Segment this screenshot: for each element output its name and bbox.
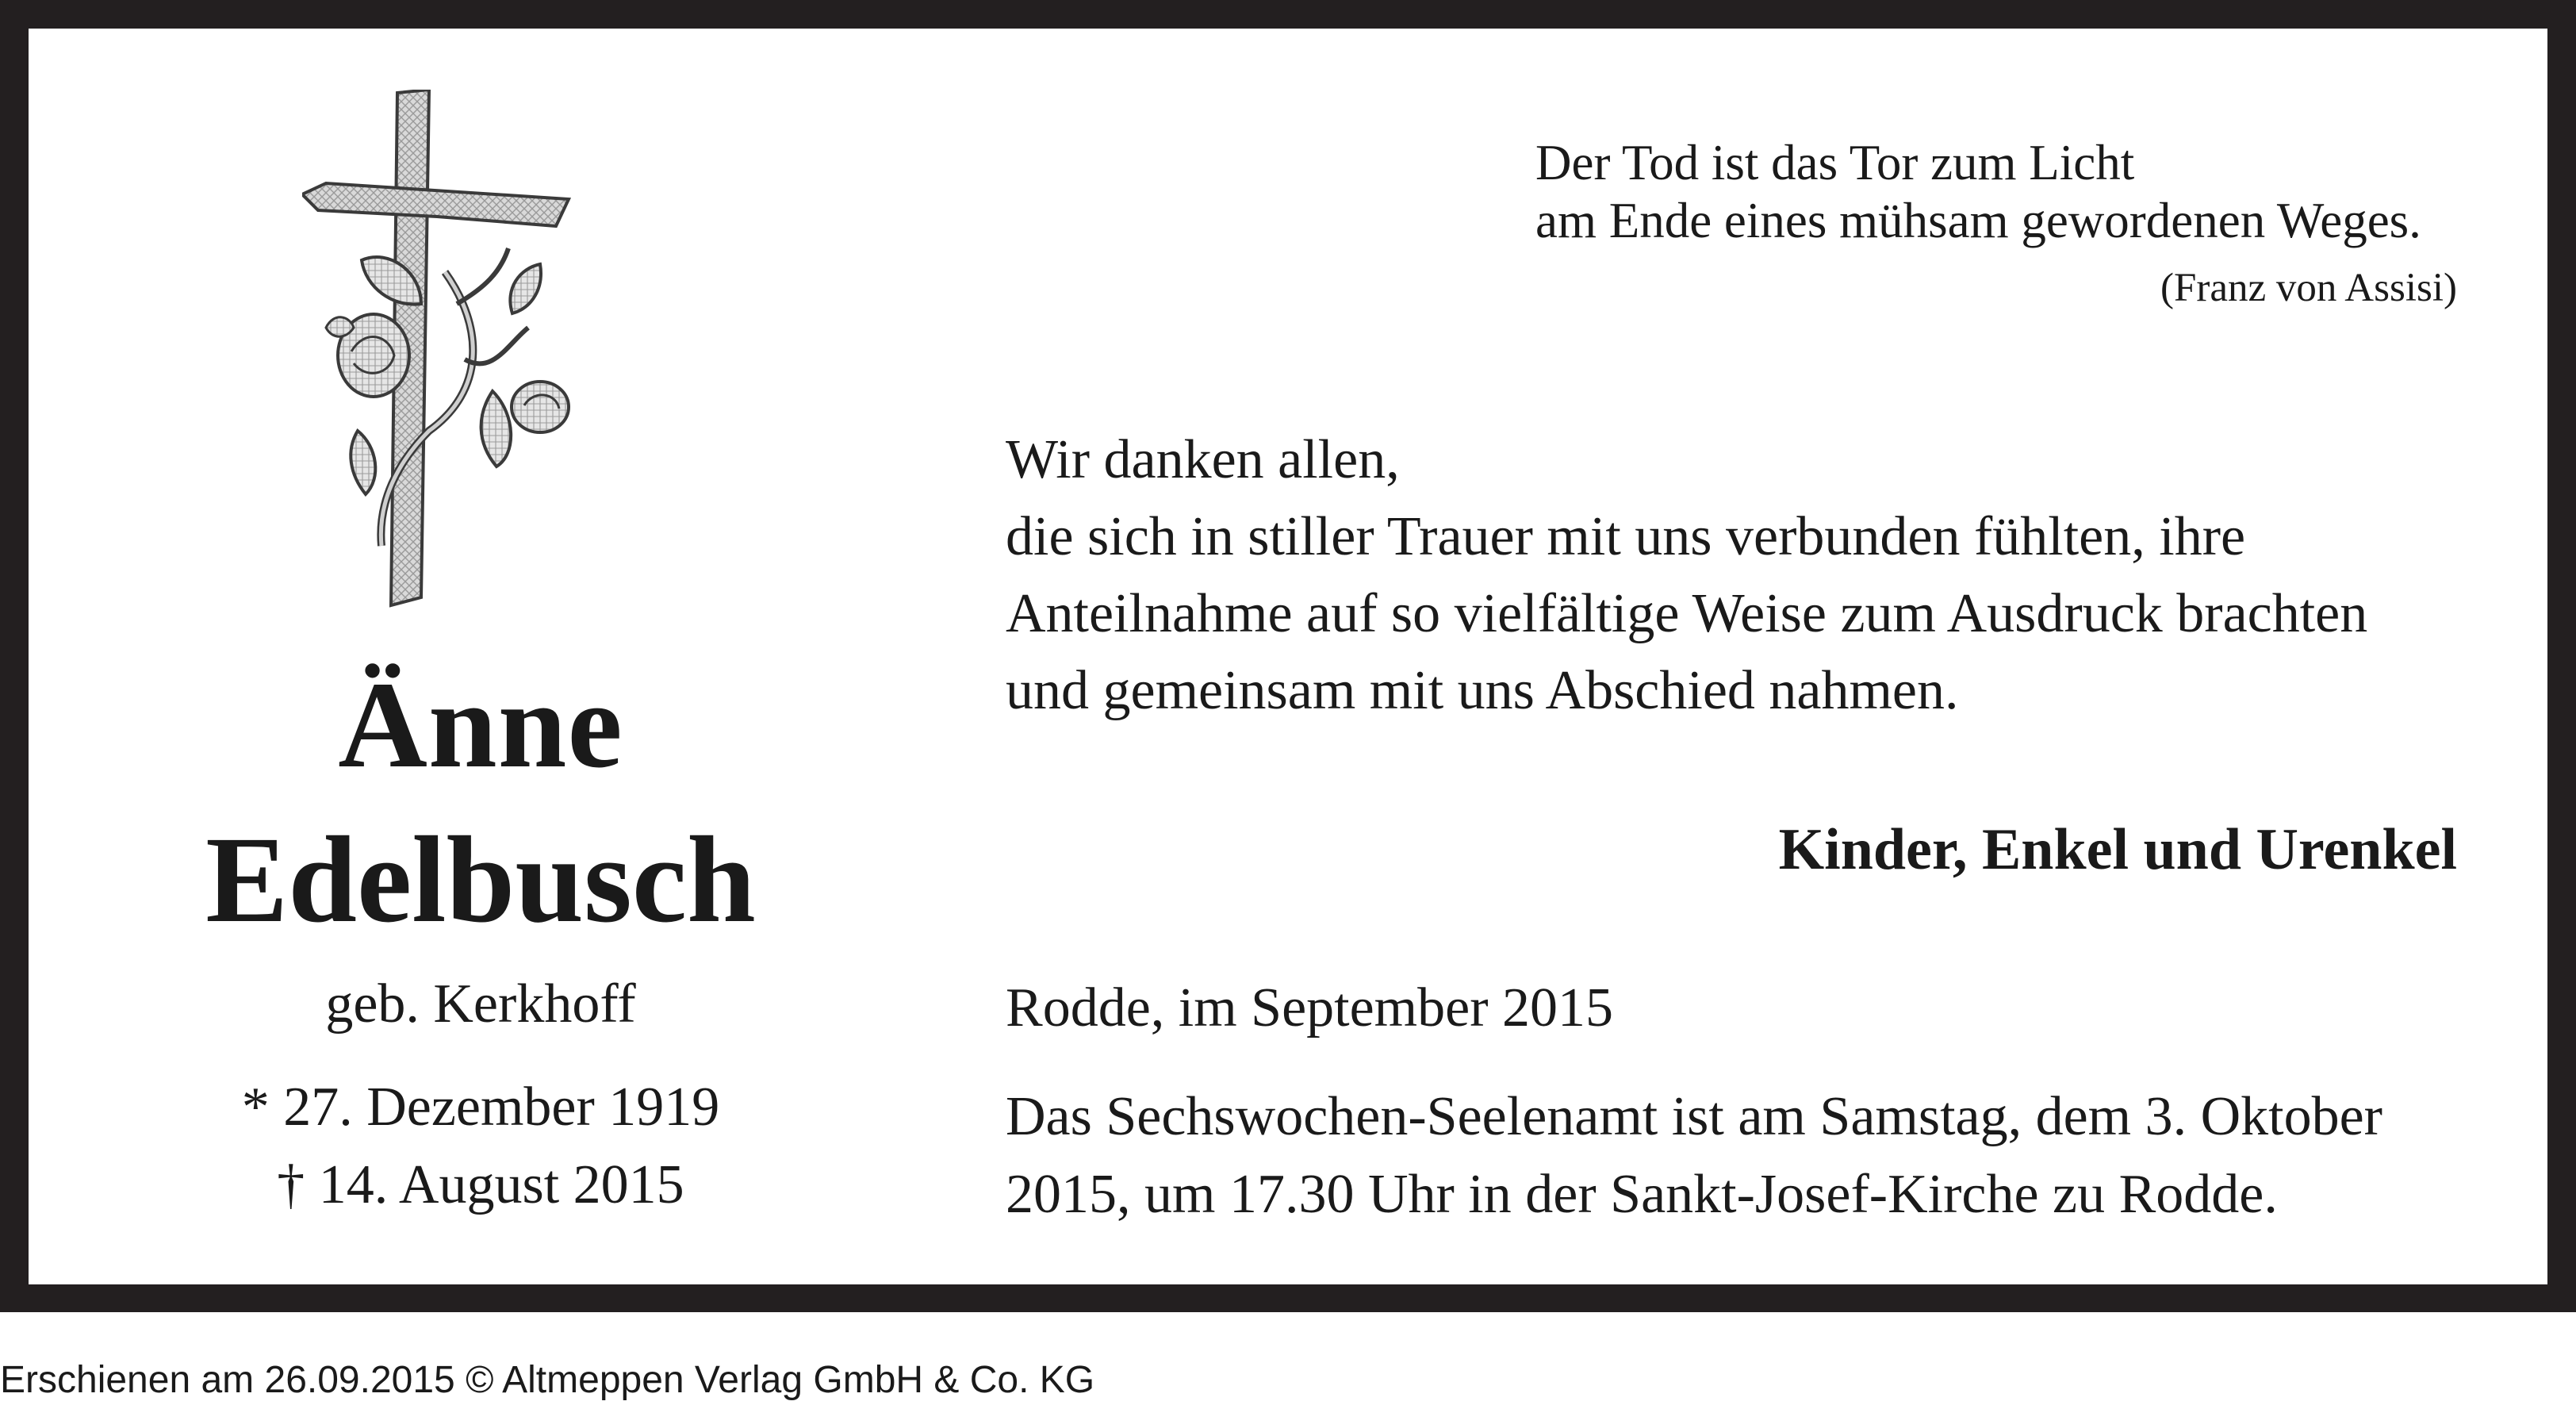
thanks-text xyxy=(1006,421,2528,729)
death-date: † 14. August 2015 xyxy=(277,1154,684,1215)
deceased-first-name: Änne xyxy=(338,656,623,793)
thanks-line: Wir danken allen, xyxy=(1006,429,1400,490)
maiden-name: geb. Kerkhoff xyxy=(325,973,636,1035)
birth-date: * 27. Dezember 1919 xyxy=(241,1077,720,1138)
place-date: Rodde, im September 2015 xyxy=(1006,977,1614,1038)
thanks-line: die sich in stiller Trauer mit uns verbunden fühlten, ihre xyxy=(1006,506,2246,567)
service-announcement xyxy=(1006,1078,2528,1234)
quote-author: (Franz von Assisi) xyxy=(2160,266,2457,310)
thanks-line: und gemeinsam mit uns Abschied nahmen. xyxy=(1006,660,1959,721)
publication-footer: Erschienen am 26.09.2015 © Altmeppen Verlag GmbH & Co. KG xyxy=(0,1359,1095,1401)
deceased-last-name: Edelbusch xyxy=(205,811,756,948)
cross-with-roses-icon xyxy=(302,90,596,609)
service-line: Das Sechswochen-Seelenamt ist am Samstag, dem 3. Oktober xyxy=(1006,1086,2382,1147)
quote-line: am Ende eines mühsam gewordenen Weges. xyxy=(1535,193,2421,248)
notice-body xyxy=(29,29,2547,1284)
signature: Kinder, Enkel und Urenkel xyxy=(1778,817,2457,882)
quote xyxy=(1535,134,2511,250)
service-line: 2015, um 17.30 Uhr in der Sankt-Josef-Kirche zu Rodde. xyxy=(1006,1164,2278,1225)
quote-line: Der Tod ist das Tor zum Licht xyxy=(1535,135,2135,190)
thanks-line: Anteilnahme auf so vielfältige Weise zum Ausdruck brachten xyxy=(1006,583,2368,644)
